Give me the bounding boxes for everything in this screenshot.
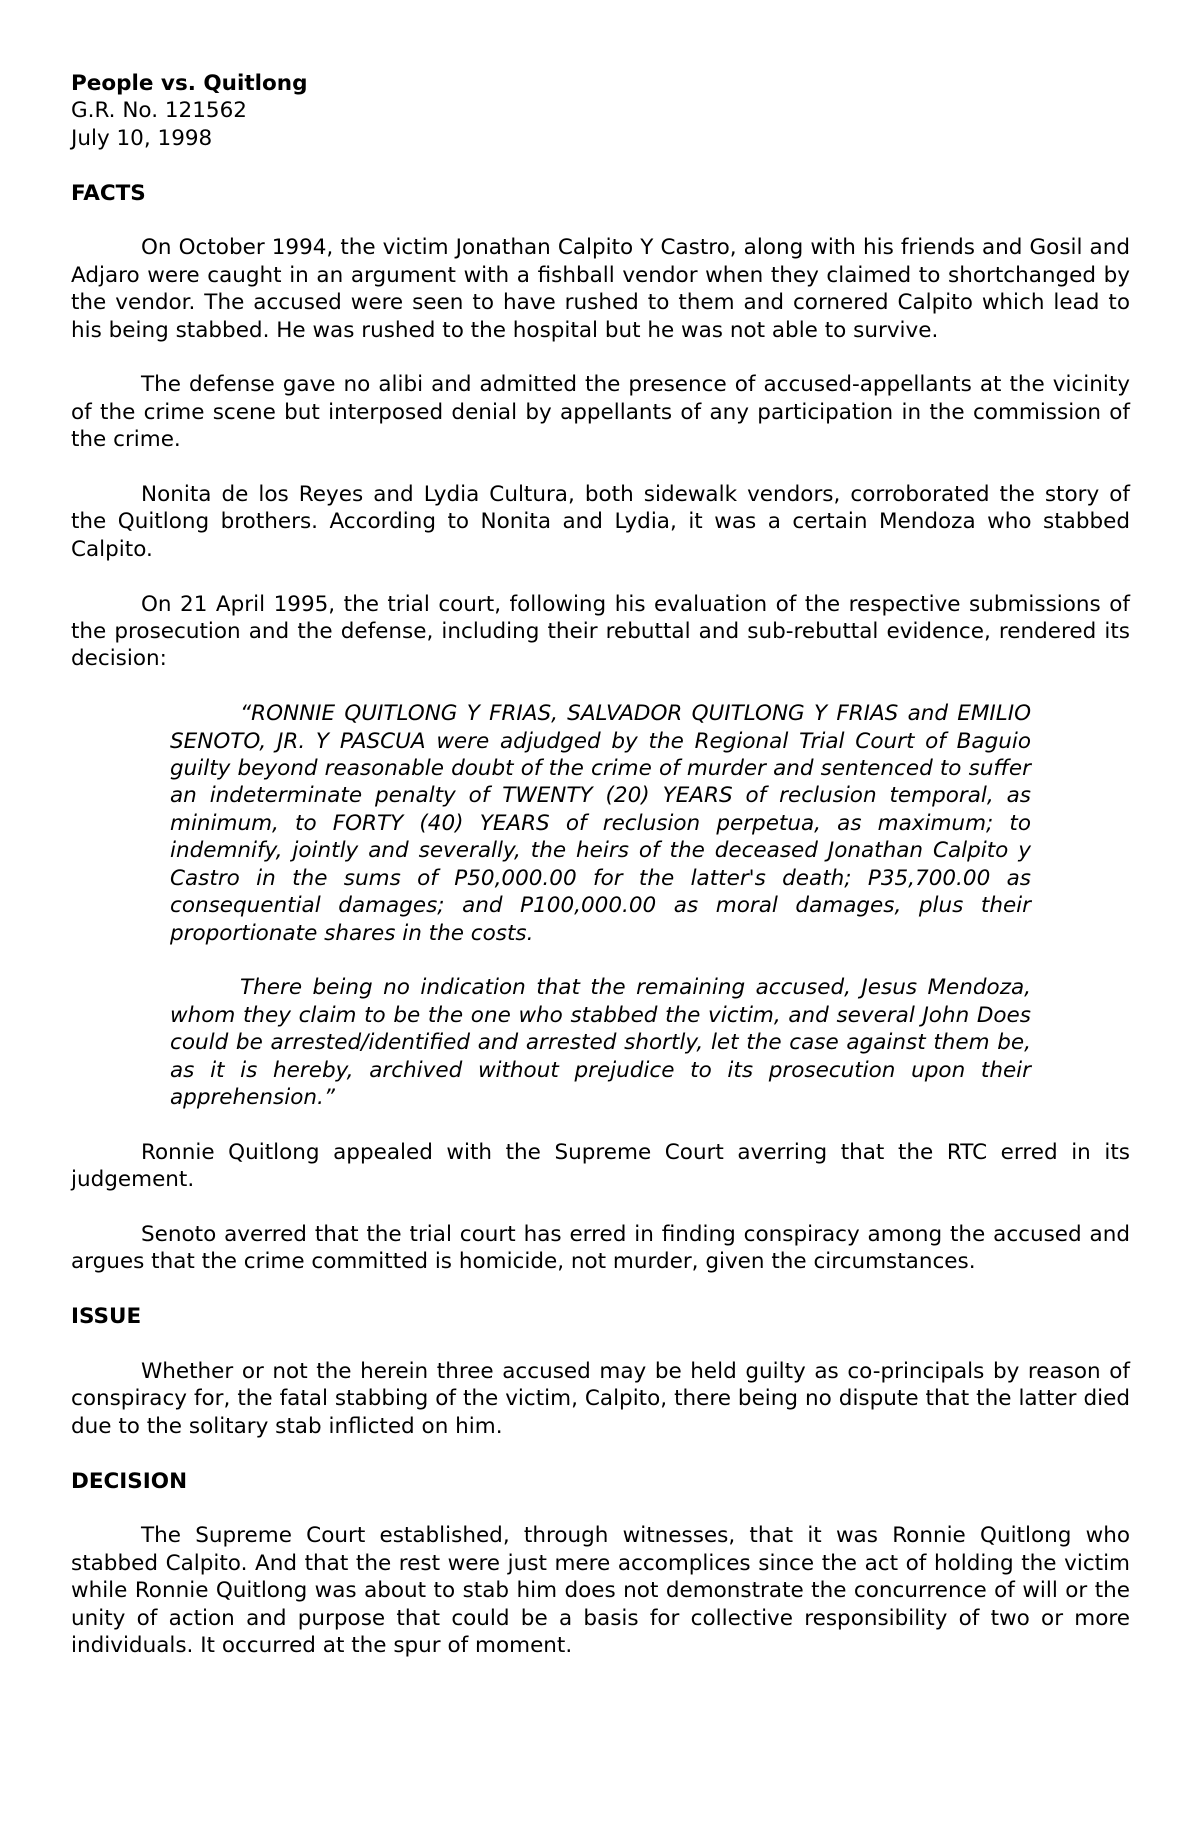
facts-paragraph: On October 1994, the victim Jonathan Calpito Y Castro, along with his friends and Gosil and Adjaro were caught in an argument with a fishball vendor when they claimed to shortchanged by the vendor. The accused were seen to have rushed to them and cornered Calpito which lead to his being stabbed. He was rushed to the hospital but he was not able to survive. (71, 235, 1130, 343)
issue-heading: ISSUE (71, 1304, 142, 1330)
facts-heading: FACTS (71, 180, 146, 206)
case-date: July 10, 1998 (71, 125, 213, 151)
quote-paragraph: “RONNIE QUITLONG Y FRIAS, SALVADOR QUITLONG Y FRIAS and EMILIO SENOTO, JR. Y PASCUA were adjudged by the Regional Trial Court of Baguio guilty beyond reasonable doubt of the crime of murder and sentenced to suffer an indeterminate penalty of TWENTY (20) YEARS of reclusion temporal, as minimum, to FORTY (40) YEARS of reclusion perpetua, as maximum; to indemnify, jointly and severally, the heirs of the deceased Jonathan Calpito y Castro in the sums of P50,000.00 for the latter's death; P35,700.00 as consequential damages; and P100,000.00 as moral damages, plus their proportionate shares in the costs. (170, 701, 1031, 946)
issue-paragraph: Whether or not the herein three accused may be held guilty as co-principals by reason of conspiracy for, the fatal stabbing of the victim, Calpito, there being no dispute that the latter died due to the solitary stab inflicted on him. (71, 1358, 1130, 1439)
decision-paragraph: The Supreme Court established, through witnesses, that it was Ronnie Quitlong who stabbed Calpito. And that the rest were just mere accomplices since the act of holding the victim while Ronnie Quitlong was about to stab him does not demonstrate the concurrence of will or the unity of action and purpose that could be a basis for collective responsibility of two or more individuals. It occurred at the spur of moment. (71, 1523, 1130, 1658)
case-title: People vs. Quitlong (71, 71, 308, 96)
facts-paragraph: The defense gave no alibi and admitted the presence of accused-appellants at the vicinity of the crime scene but interposed denial by appellants of any participation in the commission of the crime. (71, 372, 1130, 453)
trial-court-decision-quote (170, 700, 1031, 1111)
facts-paragraph: Senoto averred that the trial court has erred in finding conspiracy among the accused and argues that the crime committed is homicide, not murder, given the circumstances. (71, 1221, 1130, 1275)
facts-paragraph: On 21 April 1995, the trial court, following his evaluation of the respective submissions of the prosecution and the defense, including their rebuttal and sub-rebuttal evidence, rendered its decision: (71, 591, 1130, 672)
facts-paragraph: Ronnie Quitlong appealed with the Supreme Court averring that the RTC erred in its judgement. (71, 1139, 1130, 1193)
quote-paragraph: There being no indication that the remaining accused, Jesus Mendoza, whom they claim to be the one who stabbed the victim, and several John Does could be arrested/identified and arrested shortly, let the case against them be, as it is hereby, archived without prejudice to its prosecution upon their apprehension.” (170, 975, 1031, 1110)
decision-heading: DECISION (71, 1468, 188, 1494)
facts-paragraph: Nonita de los Reyes and Lydia Cultura, both sidewalk vendors, corroborated the story of the Quitlong brothers. According to Nonita and Lydia, it was a certain Mendoza who stabbed Calpito. (71, 482, 1130, 562)
case-number: G.R. No. 121562 (71, 98, 247, 124)
